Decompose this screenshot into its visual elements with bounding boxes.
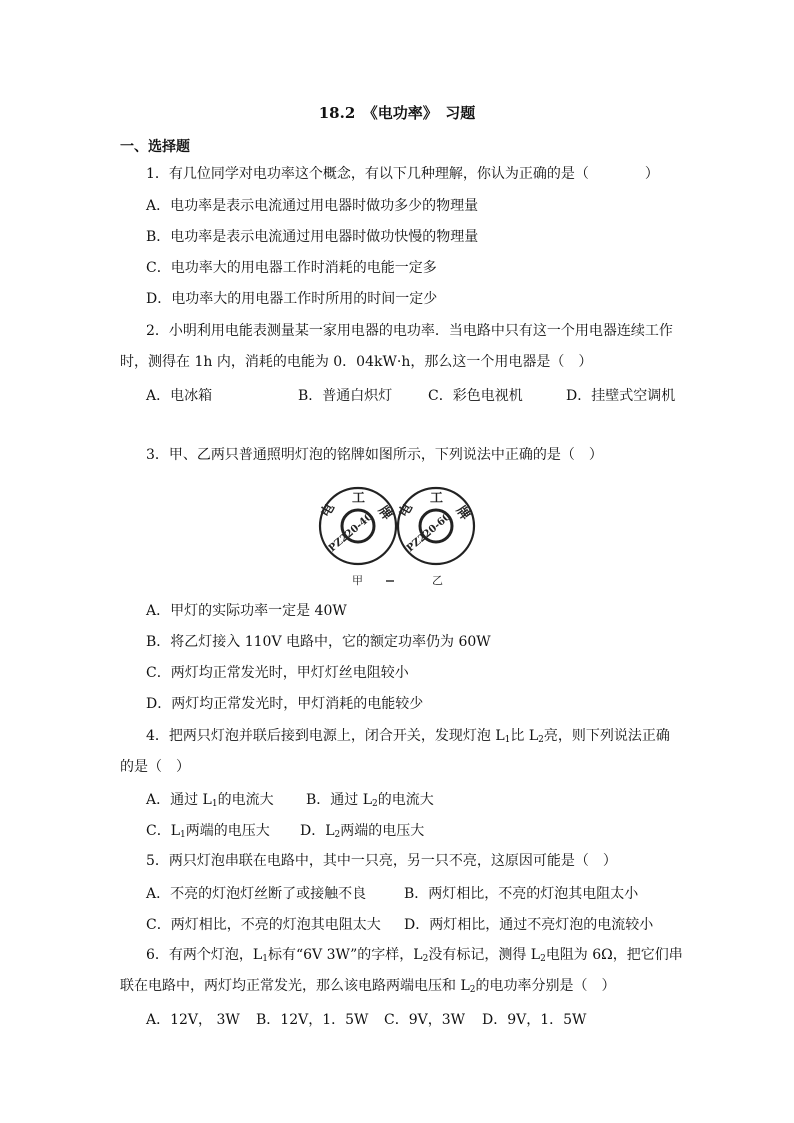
q3-option-a: A．甲灯的实际功率一定是 40W	[146, 603, 347, 619]
q5-option-d: D．两灯相比，通过不亮灯泡的电流较小	[404, 917, 654, 933]
q6-stem-part: 的电功率分别是（ ）	[475, 978, 616, 994]
q2-option-d: D．挂壁式空调机	[566, 388, 676, 404]
q2-option-b: B．普通白炽灯	[298, 388, 393, 404]
subscript: 1	[262, 954, 268, 964]
plate-jia-char-1: 电	[318, 501, 338, 520]
plate-yi-caption: 乙	[432, 574, 443, 587]
page-title: 18.2 《电功率》 习题	[318, 104, 476, 122]
q6-option-b: B．12V，1．5W	[256, 1012, 369, 1028]
q4-stem-part: 4．把两只灯泡并联后接到电源上，闭合开关，发现灯泡 L	[146, 728, 505, 744]
q6-stem-part: 标有“6V 3W”的字样，L	[267, 947, 423, 963]
q4-option-c-text: 两端的电压大	[185, 823, 270, 839]
q4-option-a	[146, 789, 274, 809]
subscript: 2	[538, 735, 544, 745]
plate-jia-char-2: 工	[352, 491, 366, 506]
q6-stem-part: 电阻为 6Ω，把它们串	[545, 947, 683, 963]
q2-option-a: A．电冰箱	[146, 388, 213, 404]
q4-stem-part: 比 L	[510, 728, 539, 744]
subscript: 1	[504, 735, 511, 745]
q6-option-d: D．9V，1．5W	[482, 1012, 587, 1028]
q2-stem-line2: 时，测得在 1h 内，消耗的电能为 0．04kW·h，那么这一个用电器是（ ）	[120, 354, 593, 370]
q6-option-c: C．9V，3W	[384, 1012, 466, 1028]
q4-option-a-text: 的电流大	[217, 792, 274, 808]
q6-stem-part: 没有标记，测得 L	[428, 947, 541, 963]
plate-jia-char-3: 牌	[374, 503, 395, 523]
bulb-plate-jia	[318, 488, 396, 587]
q6-stem-line1	[146, 946, 683, 968]
plate-yi-char-3: 牌	[452, 503, 473, 523]
q1-option-a: A．电功率是表示电流通过用电器时做功多少的物理量	[146, 198, 479, 214]
q6-stem-part: 6．有两个灯泡，L	[146, 947, 263, 963]
q3-stem: 3．甲、乙两只普通照明灯泡的铭牌如图所示，下列说法中正确的是（ ）	[146, 447, 603, 463]
subscript: 1	[211, 799, 218, 809]
q4-stem-line1	[146, 727, 670, 749]
subscript: 2	[372, 799, 378, 809]
q3-option-b: B．将乙灯接入 110V 电路中，它的额定功率仍为 60W	[146, 634, 491, 650]
q6-stem-part: 联在电路中，两灯均正常发光，那么该电路两端电压和 L	[120, 978, 470, 994]
plate-jia-rating: PZ220-40	[326, 511, 376, 555]
q1-option-d: D．电功率大的用电器工作时所用的时间一定少	[146, 291, 438, 307]
q4-option-b-text: B．通过 L	[306, 792, 373, 808]
q4-option-d-text: 两端的电压大	[340, 823, 425, 839]
q4-option-c-text: C．L	[146, 823, 181, 839]
q4-option-d	[300, 820, 424, 840]
q4-option-b	[306, 789, 434, 809]
subscript: 2	[469, 985, 476, 995]
q4-stem-line2: 的是（ ）	[120, 759, 190, 775]
q5-option-b: B．两灯相比，不亮的灯泡其电阻太小	[404, 886, 639, 902]
q1-option-b: B．电功率是表示电流通过用电器时做功快慢的物理量	[146, 229, 479, 245]
section-heading: 一、选择题	[120, 139, 190, 155]
plate-yi-char-1: 电	[396, 501, 416, 520]
plate-yi-rating: PZ220-60	[404, 511, 454, 555]
q2-stem-line1: 2．小明利用电能表测量某一家用电器的电功率．当电路中只有这一个用电器连续工作	[146, 323, 673, 339]
bulb-nameplate-figure	[318, 486, 478, 588]
subscript: 2	[422, 954, 429, 964]
q1-stem: 1．有几位同学对电功率这个概念，有以下几种理解，你认为正确的是（ ）	[146, 166, 659, 182]
q4-option-c	[146, 820, 270, 840]
q6-stem-line2	[120, 977, 615, 999]
q5-option-a: A．不亮的灯泡灯丝断了或接触不良	[146, 886, 367, 902]
bulb-plate-yi	[396, 488, 474, 587]
q3-option-d: D．两灯均正常发光时，甲灯消耗的电能较少	[146, 696, 424, 712]
q4-option-b-text: 的电流大	[377, 792, 434, 808]
q1-option-c: C．电功率大的用电器工作时消耗的电能一定多	[146, 260, 437, 276]
q4-option-a-text: A．通过 L	[146, 792, 212, 808]
q2-option-c: C．彩色电视机	[428, 388, 523, 404]
q4-option-d-text: D．L	[300, 823, 335, 839]
q5-option-c: C．两灯相比，不亮的灯泡其电阻太大	[146, 917, 381, 933]
q5-stem: 5．两只灯泡串联在电路中，其中一只亮，另一只不亮，这原因可能是（ ）	[146, 853, 617, 869]
q6-option-a: A．12V， 3W	[146, 1012, 240, 1028]
q4-stem-part: 亮，则下列说法正确	[543, 728, 670, 744]
plate-jia-caption: 甲	[352, 574, 363, 587]
subscript: 2	[540, 954, 546, 964]
q3-option-c: C．两灯均正常发光时，甲灯灯丝电阻较小	[146, 665, 409, 681]
subscript: 1	[180, 830, 186, 840]
plate-yi-char-2: 工	[430, 491, 444, 506]
subscript: 2	[334, 830, 341, 840]
